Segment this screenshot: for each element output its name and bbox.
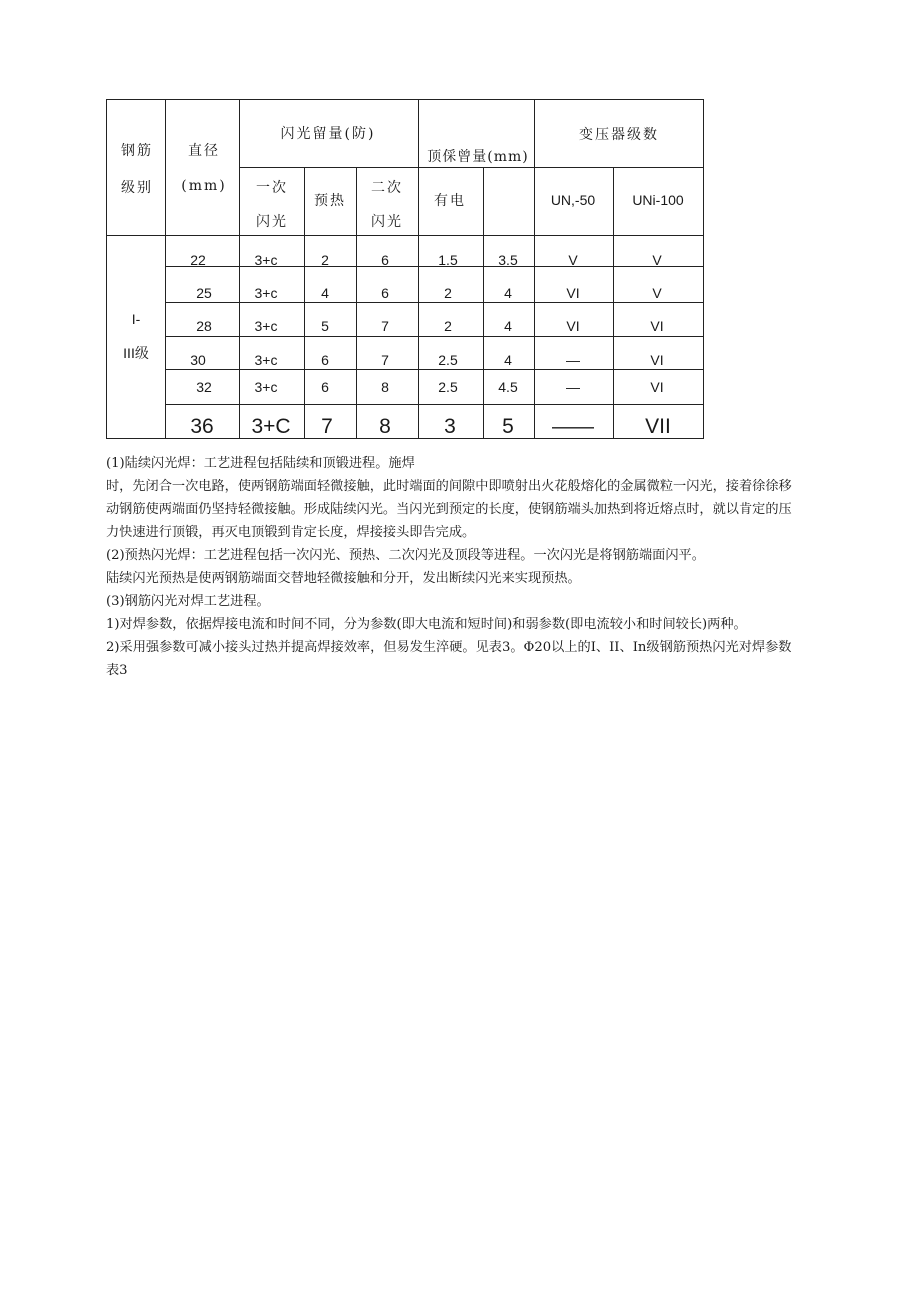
- cell-un50: V: [568, 252, 578, 268]
- cell-second-flash: 8: [381, 379, 389, 395]
- header-preheat: 预热: [314, 193, 346, 209]
- col-line: [613, 167, 614, 439]
- col-line: [483, 167, 484, 439]
- cell-diameter: 32: [196, 379, 212, 395]
- cell-un100: VI: [650, 379, 664, 395]
- table-border-top: [106, 99, 704, 100]
- header-diameter-line2: (mm): [181, 178, 227, 194]
- cell-diameter: 25: [196, 285, 212, 301]
- paragraph: 1)对焊参数，依据焊接电流和时间不同，分为参数(即大电流和短时间)和弱参数(即电流较小和时间较长)两种。: [106, 617, 747, 632]
- cell-upset-other: 4: [504, 352, 512, 368]
- header-upset-allowance: 顶倸曾量(mm): [427, 149, 529, 165]
- grade-label-line1: I-: [131, 311, 141, 327]
- row-line: [166, 336, 704, 337]
- paragraph: 2)采用强参数可减小接头过热并提高焊接效率，但易发生淬硬。见表3。Φ20以上的I、II、In级钢筋预热闪光对焊参数表3: [106, 640, 792, 678]
- col-line: [304, 167, 305, 439]
- cell-upset-other: 4: [504, 285, 512, 301]
- cell-un50: ——: [552, 415, 594, 438]
- cell-upset-with-current: 2.5: [438, 352, 458, 368]
- header-first-flash-line1: 一次: [256, 180, 288, 196]
- cell-upset-other: 3.5: [498, 252, 518, 268]
- cell-first-flash: 3+c: [254, 352, 278, 368]
- cell-diameter: 22: [190, 252, 206, 268]
- row-line: [166, 404, 704, 405]
- header-second-flash-line2: 闪光: [371, 214, 403, 230]
- cell-first-flash: 3+c: [254, 379, 278, 395]
- table-border-left: [106, 99, 107, 439]
- cell-un100: VI: [650, 318, 664, 334]
- cell-upset-with-current: 2: [444, 318, 452, 334]
- header-un100: UNi-100: [632, 192, 684, 208]
- cell-first-flash: 3+c: [254, 252, 278, 268]
- cell-preheat: 4: [321, 285, 329, 301]
- cell-un100: V: [652, 252, 662, 268]
- parameter-table: [106, 99, 704, 439]
- header-second-flash-line1: 二次: [371, 180, 403, 196]
- cell-un100: VII: [645, 415, 671, 438]
- col-line: [534, 99, 535, 439]
- cell-second-flash: 6: [381, 252, 389, 268]
- cell-preheat: 2: [321, 252, 329, 268]
- cell-diameter: 28: [196, 318, 212, 334]
- cell-preheat: 5: [321, 318, 329, 334]
- col-line: [239, 99, 240, 439]
- grade-label-line2: III级: [123, 345, 149, 361]
- cell-upset-with-current: 3: [444, 415, 456, 438]
- cell-first-flash: 3+c: [254, 318, 278, 334]
- cell-upset-other: 4.5: [498, 379, 518, 395]
- header-bottom-line: [106, 235, 704, 236]
- cell-un50: —: [566, 352, 580, 368]
- paragraph: (3)钢筋闪光对焊工艺进程。: [106, 594, 270, 609]
- header-diameter-line1: 直径: [188, 143, 220, 159]
- table-border-right: [703, 99, 704, 439]
- col-line: [418, 99, 419, 439]
- cell-second-flash: 7: [381, 318, 389, 334]
- row-line: [166, 266, 704, 267]
- cell-second-flash: 8: [379, 415, 391, 438]
- paragraph: 时，先闭合一次电路，使两钢筋端面轻微接触，此时端面的间隙中即喷射出火花般熔化的金属微粒一闪光，接着徐徐移动钢筋使两端面仍坚持轻微接触。形成陆续闪光。当闪光到预定的长度，使钢筋端头加热到将近熔点时，就以肯定的压力快速进行顶锻，再灭电顶锻到肯定长度，焊接接头即告完成。: [106, 479, 792, 540]
- header-divider: [239, 167, 704, 168]
- cell-un50: —: [566, 379, 580, 395]
- cell-un100: V: [652, 285, 662, 301]
- cell-preheat: 6: [321, 379, 329, 395]
- cell-upset-other: 5: [502, 415, 514, 438]
- cell-un100: VI: [650, 352, 664, 368]
- header-un50: UN,-50: [550, 192, 596, 208]
- cell-preheat: 7: [321, 415, 333, 438]
- header-transformer: 变压器级数: [579, 127, 659, 143]
- paragraph: (1)陆续闪光焊：工艺进程包括陆续和顶锻进程。施焊: [106, 456, 415, 471]
- body-text: [106, 452, 796, 682]
- cell-upset-other: 4: [504, 318, 512, 334]
- cell-un50: VI: [566, 318, 580, 334]
- cell-second-flash: 6: [381, 285, 389, 301]
- header-grade-line1: 钢筋: [121, 143, 153, 159]
- header-grade-line2: 级别: [121, 180, 153, 196]
- col-line: [356, 167, 357, 439]
- cell-diameter: 30: [190, 352, 206, 368]
- cell-un50: VI: [566, 285, 580, 301]
- header-first-flash-line2: 闪光: [256, 214, 288, 230]
- cell-upset-with-current: 1.5: [438, 252, 458, 268]
- cell-preheat: 6: [321, 352, 329, 368]
- cell-second-flash: 7: [381, 352, 389, 368]
- cell-first-flash: 3+C: [251, 415, 291, 438]
- paragraph: (2)预热闪光焊：工艺进程包括一次闪光、预热、二次闪光及顶段等进程。一次闪光是将钢筋端面闪平。: [106, 548, 705, 563]
- cell-diameter: 36: [190, 415, 214, 438]
- cell-first-flash: 3+c: [254, 285, 278, 301]
- col-line: [165, 99, 166, 439]
- paragraph: 陆续闪光预热是使两钢筋端面交替地轻微接触和分开，发出断续闪光来实现预热。: [106, 571, 581, 586]
- cell-upset-with-current: 2: [444, 285, 452, 301]
- cell-upset-with-current: 2.5: [438, 379, 458, 395]
- row-line: [166, 302, 704, 303]
- header-flash-allowance: 闪光留量(防): [280, 126, 376, 142]
- row-line: [166, 369, 704, 370]
- header-with-current: 有电: [434, 193, 466, 209]
